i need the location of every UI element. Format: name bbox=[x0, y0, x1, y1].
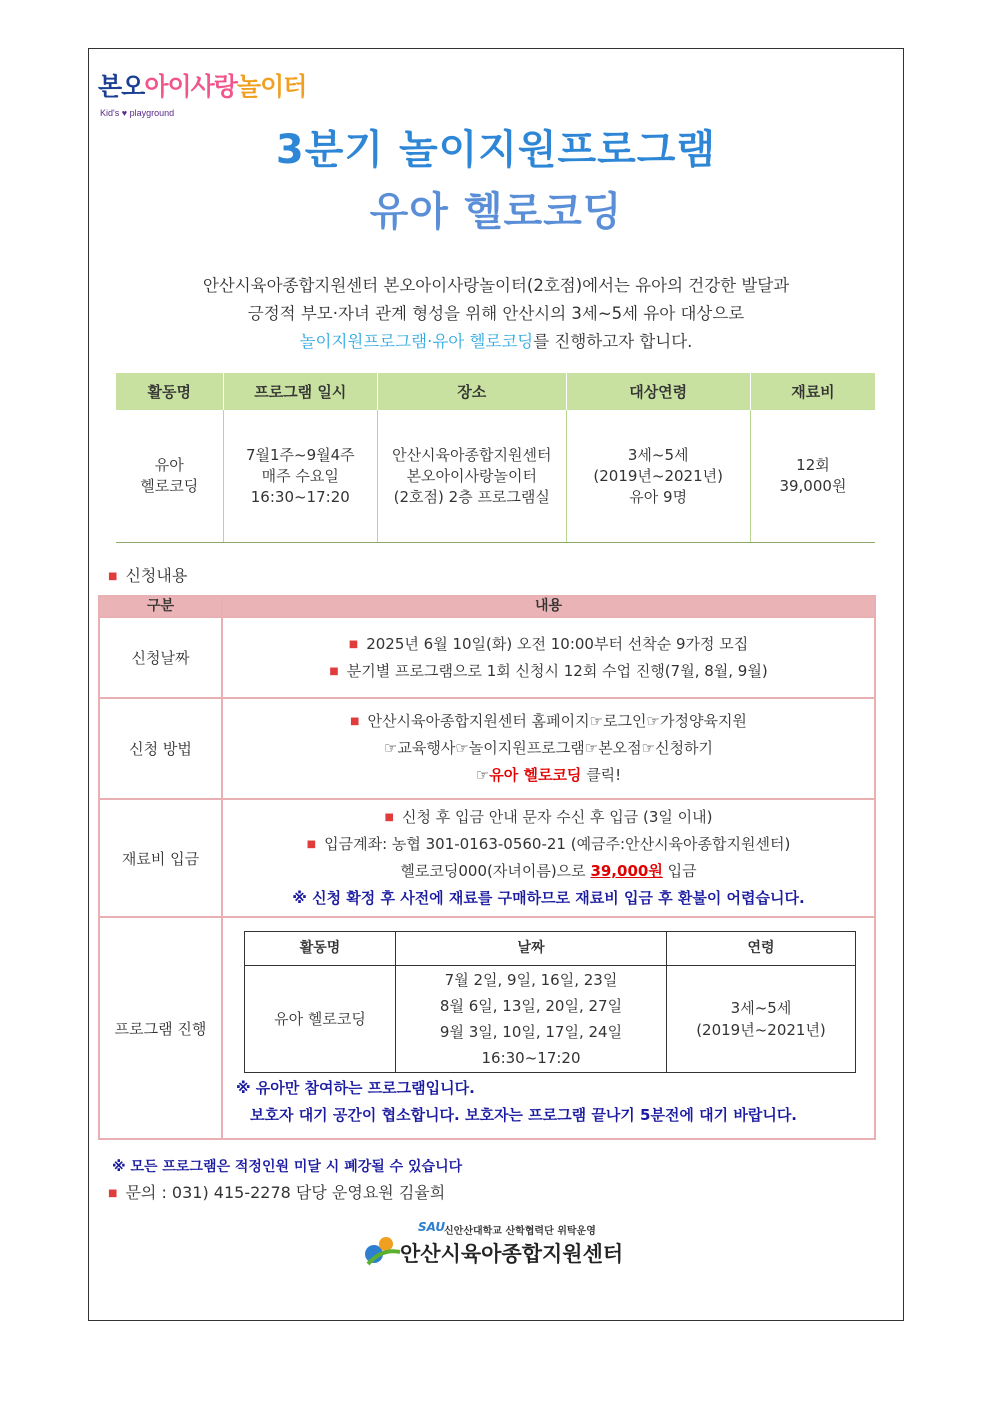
section-heading bbox=[108, 563, 187, 586]
square-bullet-icon: ■ bbox=[348, 638, 359, 650]
program-header-row bbox=[245, 931, 856, 965]
details-row-fee bbox=[99, 799, 875, 917]
details-row-program bbox=[99, 917, 875, 1139]
date-line-text: 분기별 프로그램으로 1회 신청시 12회 수업 진행(7월, 8월, 9월) bbox=[346, 661, 768, 680]
cell-line: 3세~5세 bbox=[627, 445, 689, 464]
square-bullet-icon: ■ bbox=[108, 1188, 118, 1199]
program-row bbox=[245, 965, 856, 1072]
method-line: ☞교육행사☞놀이지원프로그램☞본오점☞신청하기 bbox=[383, 739, 714, 757]
refund-note: ※ 신청 확정 후 사전에 재료를 구매하므로 재료비 입금 후 환불이 어렵습니다. bbox=[292, 889, 805, 907]
date-line bbox=[224, 658, 873, 685]
contact-text: 문의 : 031) 415-2278 담당 운영요원 김율희 bbox=[125, 1183, 446, 1202]
intro-line-2: 긍정적 부모·자녀 관계 형성을 위해 안산시의 3세~5세 유아 대상으로 bbox=[247, 304, 745, 323]
summary-date-cell bbox=[223, 410, 378, 543]
program-date-line: 9월 3일, 10일, 17일, 24일 bbox=[439, 1022, 623, 1041]
contact-line bbox=[108, 1180, 445, 1203]
details-header: 내용 bbox=[222, 596, 875, 617]
logo-part2: 아이사랑 bbox=[144, 72, 237, 101]
method-suffix: 클릭! bbox=[581, 766, 622, 784]
method-prefix: ☞ bbox=[475, 766, 490, 784]
program-age bbox=[667, 965, 856, 1072]
intro-highlight: 놀이지원프로그램·유아 헬로코딩 bbox=[299, 332, 534, 351]
square-bullet-icon: ■ bbox=[306, 839, 317, 850]
cell-line: 16:30~17:20 bbox=[250, 487, 350, 506]
program-content bbox=[222, 917, 875, 1139]
cell-line: 헬로코딩 bbox=[140, 477, 199, 495]
cell-line: (2호점) 2층 프로그램실 bbox=[393, 487, 550, 506]
details-row-date bbox=[99, 617, 875, 698]
intro-text bbox=[100, 272, 892, 356]
method-highlight: 유아 헬로코딩 bbox=[489, 766, 582, 784]
intro-line-1: 안산시육아종합지원센터 본오아이사랑놀이터(2호점)에서는 유아의 건강한 발달과 bbox=[202, 276, 790, 295]
method-line bbox=[224, 762, 873, 789]
details-header-row bbox=[99, 596, 875, 617]
center-name: 안산시육아종합지원센터 bbox=[400, 1242, 624, 1266]
fee-line bbox=[224, 858, 873, 885]
cell-line: 12회 bbox=[796, 456, 830, 474]
date-label: 신청날짜 bbox=[99, 617, 222, 698]
logo-subtitle: Kid's ♥ playground bbox=[100, 108, 175, 118]
program-age-line: 3세~5세 bbox=[730, 998, 792, 1017]
summary-fee-cell bbox=[750, 410, 875, 543]
center-logo bbox=[360, 1222, 640, 1272]
summary-header: 활동명 bbox=[116, 373, 223, 410]
page-subtitle: 유아 헬로코딩 bbox=[369, 189, 623, 235]
square-bullet-icon: ■ bbox=[350, 716, 360, 727]
logo-part3: 놀이터 bbox=[236, 72, 307, 101]
program-date-line: 8월 6일, 13일, 20일, 27일 bbox=[439, 996, 623, 1015]
operator-text: 신안산대학교 산학협력단 위탁운영 bbox=[444, 1226, 596, 1237]
details-table bbox=[98, 595, 876, 1140]
square-bullet-icon: ■ bbox=[108, 571, 118, 582]
fee-suffix: 입금 bbox=[662, 862, 697, 880]
summary-header: 장소 bbox=[378, 373, 566, 410]
sau-mark: SAU bbox=[418, 1220, 446, 1234]
fee-amount: 39,000원 bbox=[590, 862, 663, 880]
fee-prefix: 헬로코딩000(자녀이름)으로 bbox=[400, 862, 591, 880]
summary-header: 재료비 bbox=[750, 373, 875, 410]
summary-header-row bbox=[116, 373, 875, 410]
cell-line: 안산시육아종합지원센터 bbox=[392, 445, 552, 464]
cancellation-note: ※ 모든 프로그램은 적정인원 미달 시 폐강될 수 있습니다 bbox=[112, 1159, 463, 1175]
program-dates bbox=[396, 965, 667, 1072]
fee-content bbox=[222, 799, 875, 917]
fee-line bbox=[224, 831, 873, 858]
method-label: 신청 방법 bbox=[99, 698, 222, 799]
fee-line bbox=[224, 804, 873, 831]
program-date-line: 16:30~17:20 bbox=[481, 1048, 581, 1067]
logo-part1: 본오 bbox=[98, 72, 145, 101]
details-header: 구분 bbox=[99, 596, 222, 617]
cell-line: 39,000원 bbox=[779, 477, 847, 495]
program-age-line: (2019년~2021년) bbox=[696, 1020, 826, 1039]
fee-label: 재료비 입금 bbox=[99, 799, 222, 917]
method-content bbox=[222, 698, 875, 799]
program-table bbox=[244, 931, 856, 1073]
method-line bbox=[224, 708, 873, 735]
summary-table bbox=[116, 373, 875, 543]
playground-logo bbox=[98, 72, 338, 122]
summary-place-cell bbox=[378, 410, 566, 543]
cell-line: 유아 9명 bbox=[629, 487, 688, 506]
summary-row bbox=[116, 410, 875, 543]
page-title: 3분기 놀이지원프로그램 bbox=[275, 127, 717, 173]
fee-line-text: 신청 후 입금 안내 문자 수신 후 입금 (3일 이내) bbox=[401, 808, 713, 826]
details-row-method bbox=[99, 698, 875, 799]
program-header: 연령 bbox=[667, 931, 856, 965]
section-title: 신청내용 bbox=[125, 566, 188, 585]
cell-line: 7월1주~9월4주 bbox=[245, 445, 355, 464]
cell-line: 유아 bbox=[154, 456, 184, 474]
square-bullet-icon: ■ bbox=[384, 812, 394, 823]
cell-line: 본오아이사랑놀이터 bbox=[406, 466, 537, 485]
cell-line: 매주 수요일 bbox=[261, 466, 339, 485]
fee-line-text: 입금계좌: 농협 301-0163-0560-21 (예금주:안산시육아종합지원센터) bbox=[324, 835, 791, 853]
summary-name-cell bbox=[116, 410, 223, 543]
date-line bbox=[224, 631, 873, 658]
intro-rest: 를 진행하고자 합니다. bbox=[533, 332, 693, 351]
program-note-2: 보호자 대기 공간이 협소합니다. 보호자는 프로그램 끝나기 5분전에 대기 바랍니다. bbox=[250, 1105, 798, 1124]
summary-age-cell bbox=[566, 410, 750, 543]
method-line-text: 안산시육아종합지원센터 홈페이지☞로그인☞가정양육지원 bbox=[367, 712, 747, 730]
summary-header: 대상연령 bbox=[566, 373, 750, 410]
date-content bbox=[222, 617, 875, 698]
program-note-1: ※ 유아만 참여하는 프로그램입니다. bbox=[236, 1078, 475, 1097]
program-date-line: 7월 2일, 9일, 16일, 23일 bbox=[444, 970, 618, 989]
program-label: 프로그램 진행 bbox=[99, 917, 222, 1139]
cell-line: (2019년~2021년) bbox=[593, 466, 723, 485]
intro-line-3 bbox=[100, 328, 892, 356]
square-bullet-icon: ■ bbox=[329, 665, 339, 677]
program-name: 유아 헬로코딩 bbox=[245, 965, 396, 1072]
date-line-text: 2025년 6월 10일(화) 오전 10:00부터 선착순 9가정 모집 bbox=[366, 634, 749, 653]
program-header: 활동명 bbox=[245, 931, 396, 965]
summary-header: 프로그램 일시 bbox=[223, 373, 378, 410]
program-header: 날짜 bbox=[396, 931, 667, 965]
